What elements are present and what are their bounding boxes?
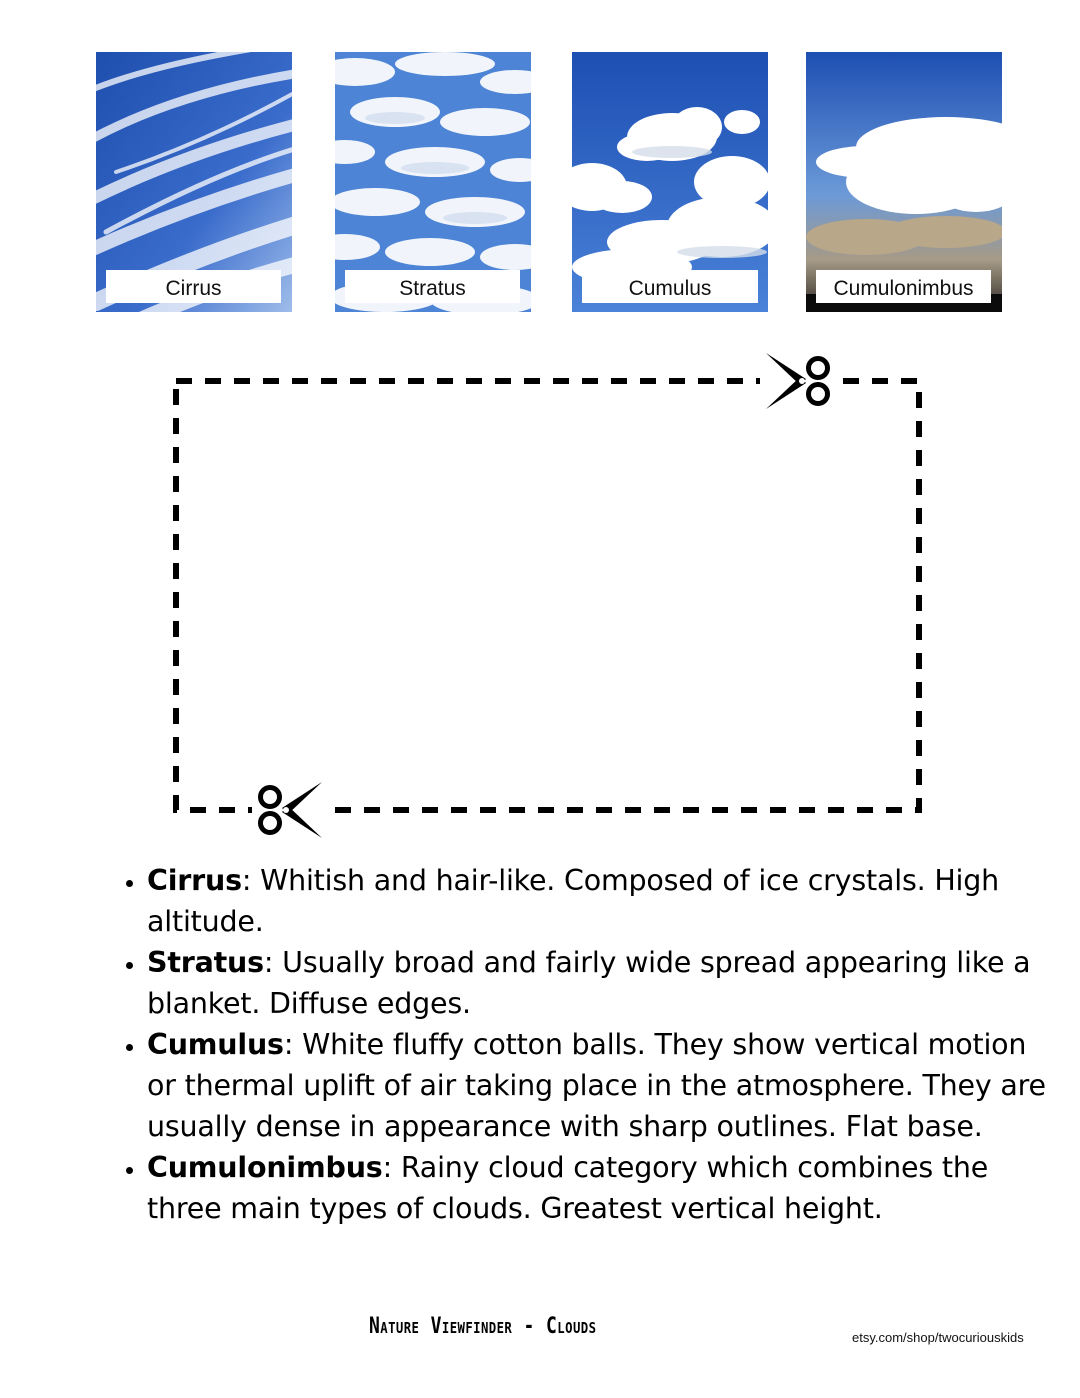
- note-term: Cirrus: [147, 864, 242, 897]
- cumulus-label: Cumulus: [582, 270, 758, 303]
- stratus-label: Stratus: [345, 270, 520, 303]
- dashed-cut-line: [176, 381, 919, 810]
- note-term: Stratus: [147, 946, 264, 979]
- scissors-icon: [252, 780, 328, 840]
- note-text: : Usually broad and fairly wide spread appearing like a blanket. Diffuse edges.: [147, 946, 1031, 1020]
- cumulonimbus-label: Cumulonimbus: [816, 270, 991, 303]
- note-term: Cumulonimbus: [147, 1151, 383, 1184]
- list-item: [147, 1147, 1047, 1229]
- shop-url: etsy.com/shop/twocuriouskids: [852, 1330, 1024, 1345]
- list-item: [147, 860, 1047, 942]
- note-term: Cumulus: [147, 1028, 284, 1061]
- scissors-icon: [760, 351, 836, 411]
- note-text: : Rainy cloud category which combines the three main types of clouds. Greatest vertical height.: [147, 1151, 989, 1225]
- note-text: : White fluffy cotton balls. They show vertical motion or thermal uplift of air taking place in the atmosphere. They are usually dense in appearance with sharp outlines. Flat base.: [147, 1028, 1046, 1143]
- cloud-descriptions-list: [110, 860, 1047, 1229]
- page-title: Nature Viewfinder - Clouds: [369, 1314, 597, 1339]
- list-item: [147, 1024, 1047, 1147]
- cirrus-label: Cirrus: [106, 270, 281, 303]
- list-item: [147, 942, 1047, 1024]
- note-text: : Whitish and hair-like. Composed of ice crystals. High altitude.: [147, 864, 1000, 938]
